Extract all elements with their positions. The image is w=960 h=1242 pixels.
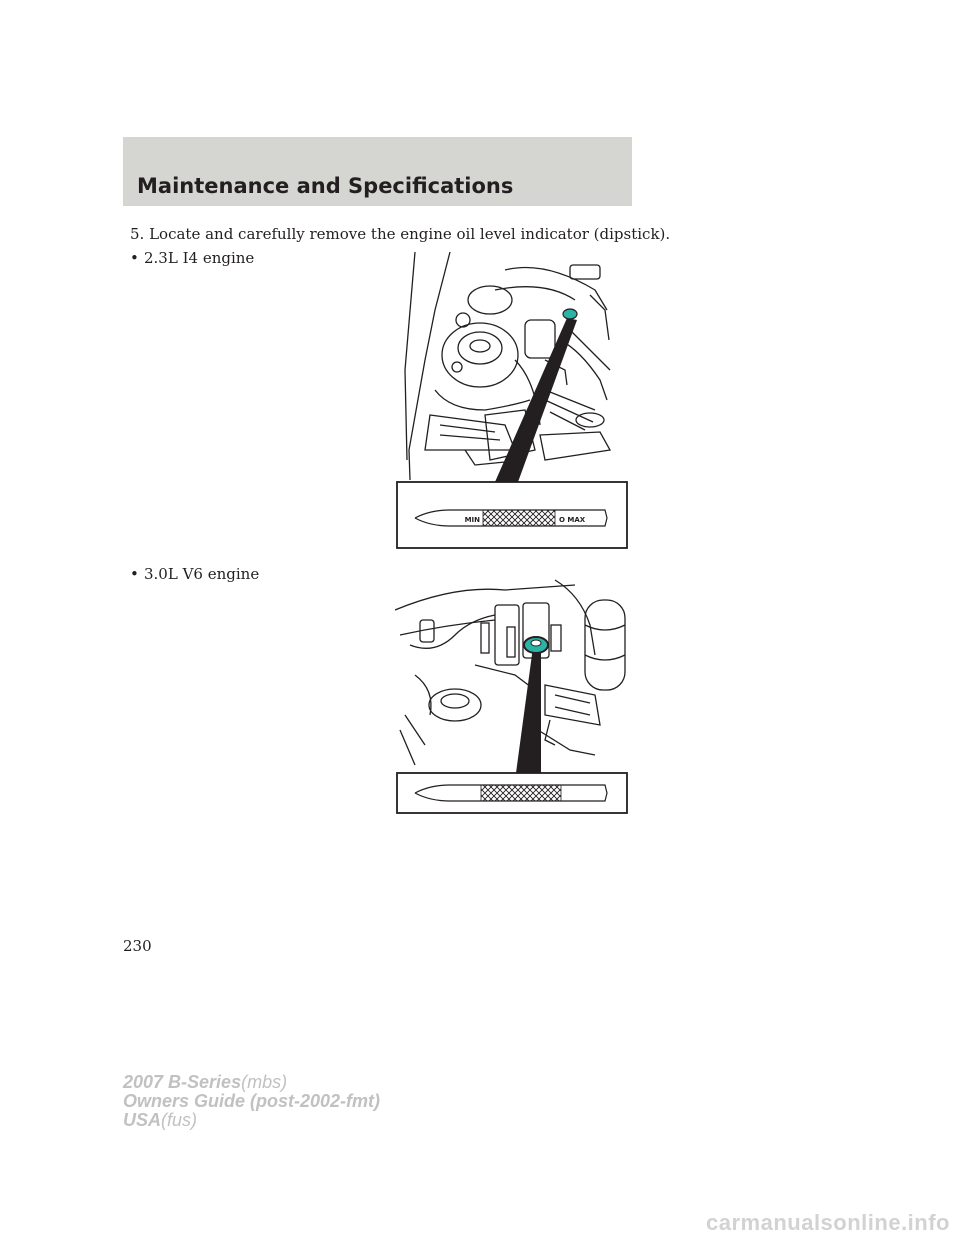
engine-bay-drawing [395, 580, 625, 765]
dipstick-detail-box [397, 482, 627, 548]
page-number: 230 [123, 937, 152, 955]
document-footer [123, 1073, 380, 1130]
bullet-symbol: • [130, 249, 139, 267]
dipstick-max-label: O MAX [559, 516, 586, 524]
footer-market-code: (fus) [161, 1110, 198, 1130]
footer-market: USA [123, 1110, 162, 1130]
v6-engine-illustration [395, 565, 635, 817]
footer-guide: Owners Guide (post-2002-fmt) [123, 1091, 381, 1111]
footer-line-model [123, 1073, 380, 1092]
section-header-band [123, 137, 632, 206]
step-instruction: 5. Locate and carefully remove the engine oil level indicator (dipstick). [130, 225, 671, 243]
site-watermark: carmanualsonline.info [706, 1210, 950, 1235]
dipstick-min-label: MIN [464, 516, 480, 524]
footer-model-code: (mbs) [241, 1072, 288, 1092]
bullet-item-i4 [130, 249, 254, 267]
bullet-symbol: • [130, 565, 139, 583]
footer-model: 2007 B-Series [123, 1072, 242, 1092]
bullet-label-v6: 3.0L V6 engine [144, 565, 260, 583]
i4-engine-illustration [395, 250, 635, 550]
footer-line-market [123, 1111, 380, 1130]
bullet-item-v6 [130, 565, 259, 583]
dipstick-detail-box [397, 773, 627, 813]
footer-line-guide [123, 1092, 380, 1111]
bullet-label-i4: 2.3L I4 engine [144, 249, 255, 267]
section-title: Maintenance and Specifications [137, 174, 514, 198]
dipstick-pointer [495, 309, 577, 482]
engine-bay-drawing [405, 252, 610, 480]
